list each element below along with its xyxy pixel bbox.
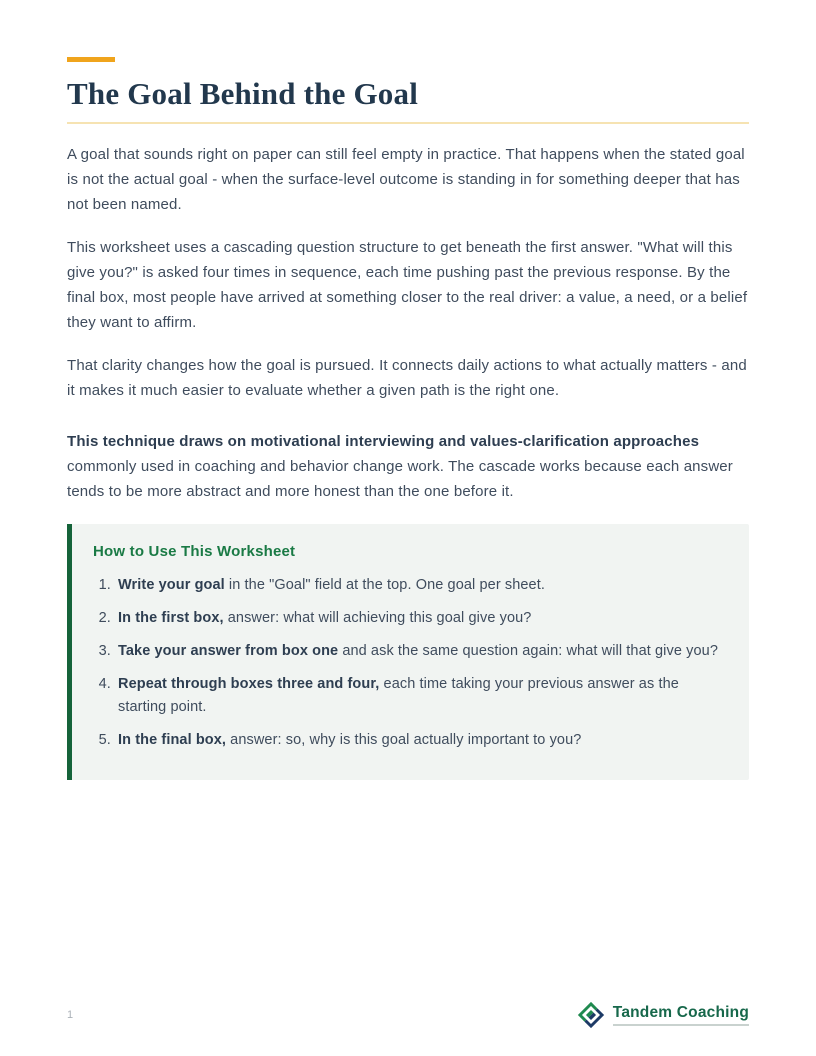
step-4-bold: Repeat through boxes three and four, (118, 676, 380, 693)
intro-paragraph-3: That clarity changes how the goal is pursued. It connects daily actions to what actually matters - and it makes it much easier to evaluate whether a given path is the right one. (67, 357, 747, 400)
intro-paragraph-4 (67, 429, 749, 504)
accent-dash (67, 57, 115, 62)
step-1-rest: in the "Goal" field at the top. One goal per sheet. (224, 577, 545, 594)
brand-name: Tandem Coaching (613, 1004, 749, 1026)
how-to-heading: How to Use This Worksheet (93, 543, 296, 561)
intro-paragraph-1: A goal that sounds right on paper can still feel empty in practice. That happens when the stated goal is not the actual goal - when the surface-level outcome is standing in for something deeper that has not been named. (67, 146, 745, 214)
step-3 (115, 640, 723, 663)
step-1-bold: Write your goal (118, 577, 225, 594)
brand-logo (576, 1000, 749, 1030)
step-4-rest: each time taking your previous answer as the starting point. (118, 676, 679, 716)
title-rule (67, 122, 749, 124)
step-2-rest: answer: what will achieving this goal give you? (223, 610, 532, 627)
step-5-bold: In the final box, (118, 732, 227, 749)
page-footer (67, 1000, 749, 1030)
step-5-rest: answer: so, why is this goal actually important to you? (226, 732, 582, 749)
step-3-bold: Take your answer from box one (118, 643, 339, 660)
technique-rest-text: commonly used in coaching and behavior change work. The cascade works because each answer tends to be more abstract and more honest than the one before it. (67, 458, 733, 501)
intro-paragraph-2: This worksheet uses a cascading question structure to get beneath the first answer. "What will this give you?" is asked four times in sequence, each time pushing past the previous response. By the final box, most people have arrived at something closer to the real driver: a value, a need, or a belief they want to affirm. (67, 239, 748, 332)
tandem-diamond-logo-icon (576, 1000, 606, 1030)
how-to-use-box (67, 524, 749, 780)
page-title: The Goal Behind the Goal (67, 76, 419, 111)
page-number: 1 (67, 1009, 74, 1021)
step-1 (115, 574, 723, 597)
how-to-steps-list (93, 574, 723, 752)
step-3-rest: and ask the same question again: what will that give you? (338, 643, 718, 660)
step-2 (115, 607, 723, 630)
technique-bold-text: This technique draws on motivational interviewing and values-clarification approaches (67, 433, 700, 451)
step-2-bold: In the first box, (118, 610, 224, 627)
step-4 (115, 673, 723, 719)
step-5 (115, 729, 723, 752)
